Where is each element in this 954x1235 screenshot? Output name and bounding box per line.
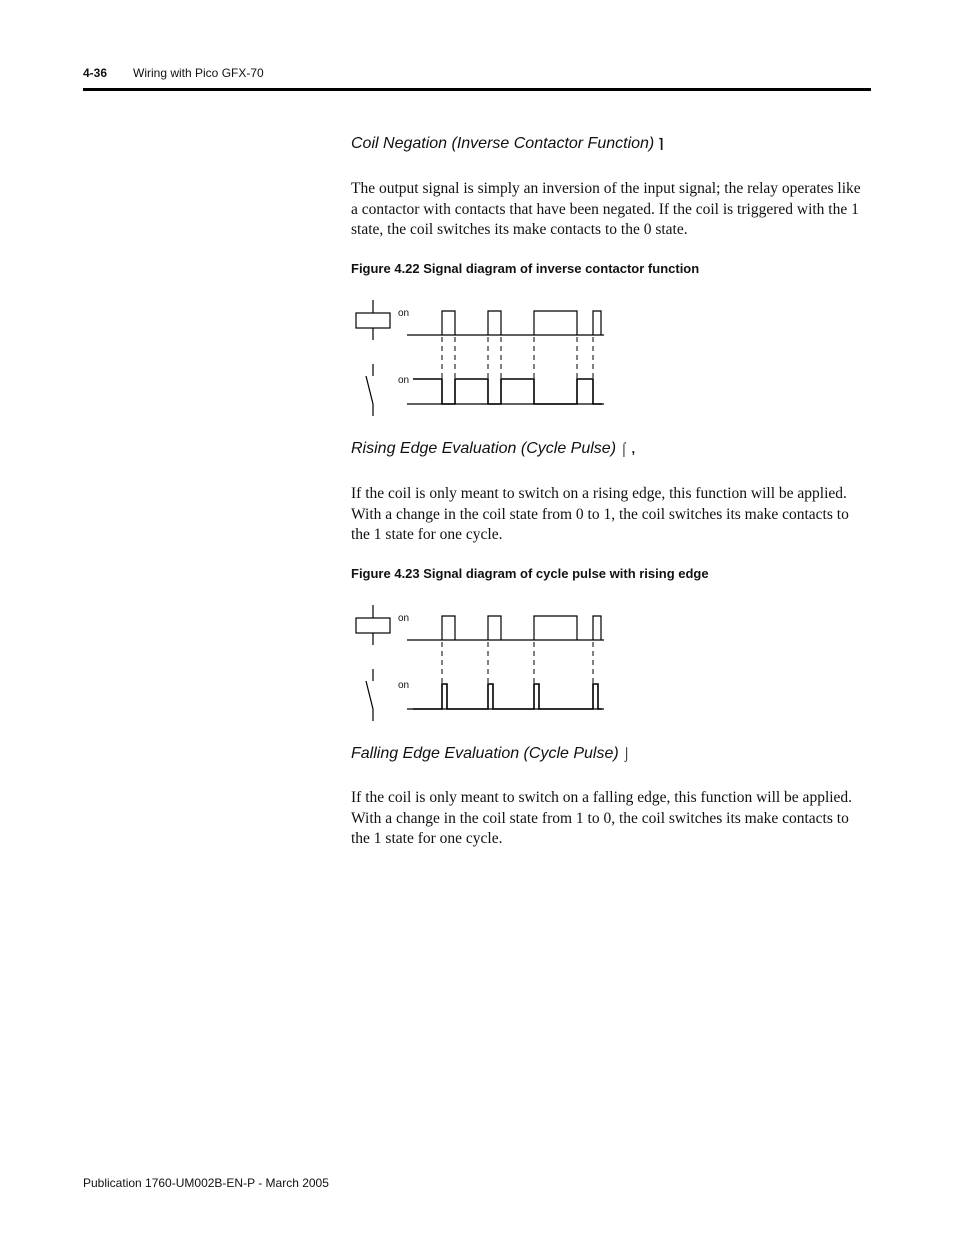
coil-pulse	[488, 311, 501, 335]
heading-text: Falling Edge Evaluation (Cycle Pulse)	[351, 745, 619, 762]
contact-waveform	[413, 684, 602, 709]
coil-pulse	[593, 616, 601, 640]
contact-on-label: on	[398, 375, 410, 386]
figure-caption-4-23: Figure 4.23 Signal diagram of cycle pulse with rising edge	[351, 566, 709, 581]
figure-caption-4-22: Figure 4.22 Signal diagram of inverse contactor function	[351, 261, 700, 276]
inverse-coil-symbol-icon: ⌉	[658, 136, 664, 151]
paragraph-rising-edge: If the coil is only meant to switch on a rising edge, this function will be applied. With a change in the coil state from 0 to 1, the coil switches its make contacts to the 1 state for one cycle.	[351, 485, 849, 543]
section-heading-rising-edge	[351, 440, 635, 458]
coil-icon	[356, 618, 390, 633]
heading-text: Coil Negation (Inverse Contactor Function)	[351, 135, 655, 152]
coil-pulse	[534, 311, 577, 335]
contact-on-label: on	[398, 680, 410, 691]
coil-icon	[356, 313, 390, 328]
coil-pulse	[534, 616, 577, 640]
publication-footer: Publication 1760-UM002B-EN-P - March 2005	[83, 1176, 329, 1190]
coil-pulse	[442, 616, 455, 640]
page-number: 4-36	[83, 66, 108, 80]
coil-pulse	[442, 311, 455, 335]
heading-text: Rising Edge Evaluation (Cycle Pulse)	[351, 440, 617, 457]
rising-edge-symbol-icon: ⌠ ,	[620, 441, 636, 456]
paragraph-falling-edge: If the coil is only meant to switch on a falling edge, this function will be applied. With a change in the coil state from 1 to 0, the coil switches its make contacts to the 1 state for one cycle.	[351, 789, 853, 847]
chapter-title: Wiring with Pico GFX-70	[133, 66, 264, 80]
section-heading-coil-negation	[351, 135, 663, 153]
contact-blade-icon	[366, 376, 373, 404]
coil-pulse	[488, 616, 501, 640]
coil-on-label: on	[398, 613, 410, 624]
section-heading-falling-edge	[351, 745, 631, 763]
header-rule	[83, 88, 871, 91]
contact-blade-icon	[366, 681, 373, 709]
coil-on-label: on	[398, 308, 410, 319]
falling-edge-symbol-icon: ⌡	[622, 746, 631, 761]
coil-pulse	[593, 311, 601, 335]
contact-waveform	[413, 379, 602, 404]
paragraph-coil-negation: The output signal is simply an inversion of the input signal; the relay operates like a contactor with contacts that have been negated. If the coil is triggered with the 1 state, the coil switches its make contacts to the 0 state.	[351, 180, 861, 238]
running-header	[83, 66, 264, 80]
signal-diagram-inverse-contactor	[350, 298, 610, 418]
signal-diagram-rising-edge	[350, 603, 610, 723]
